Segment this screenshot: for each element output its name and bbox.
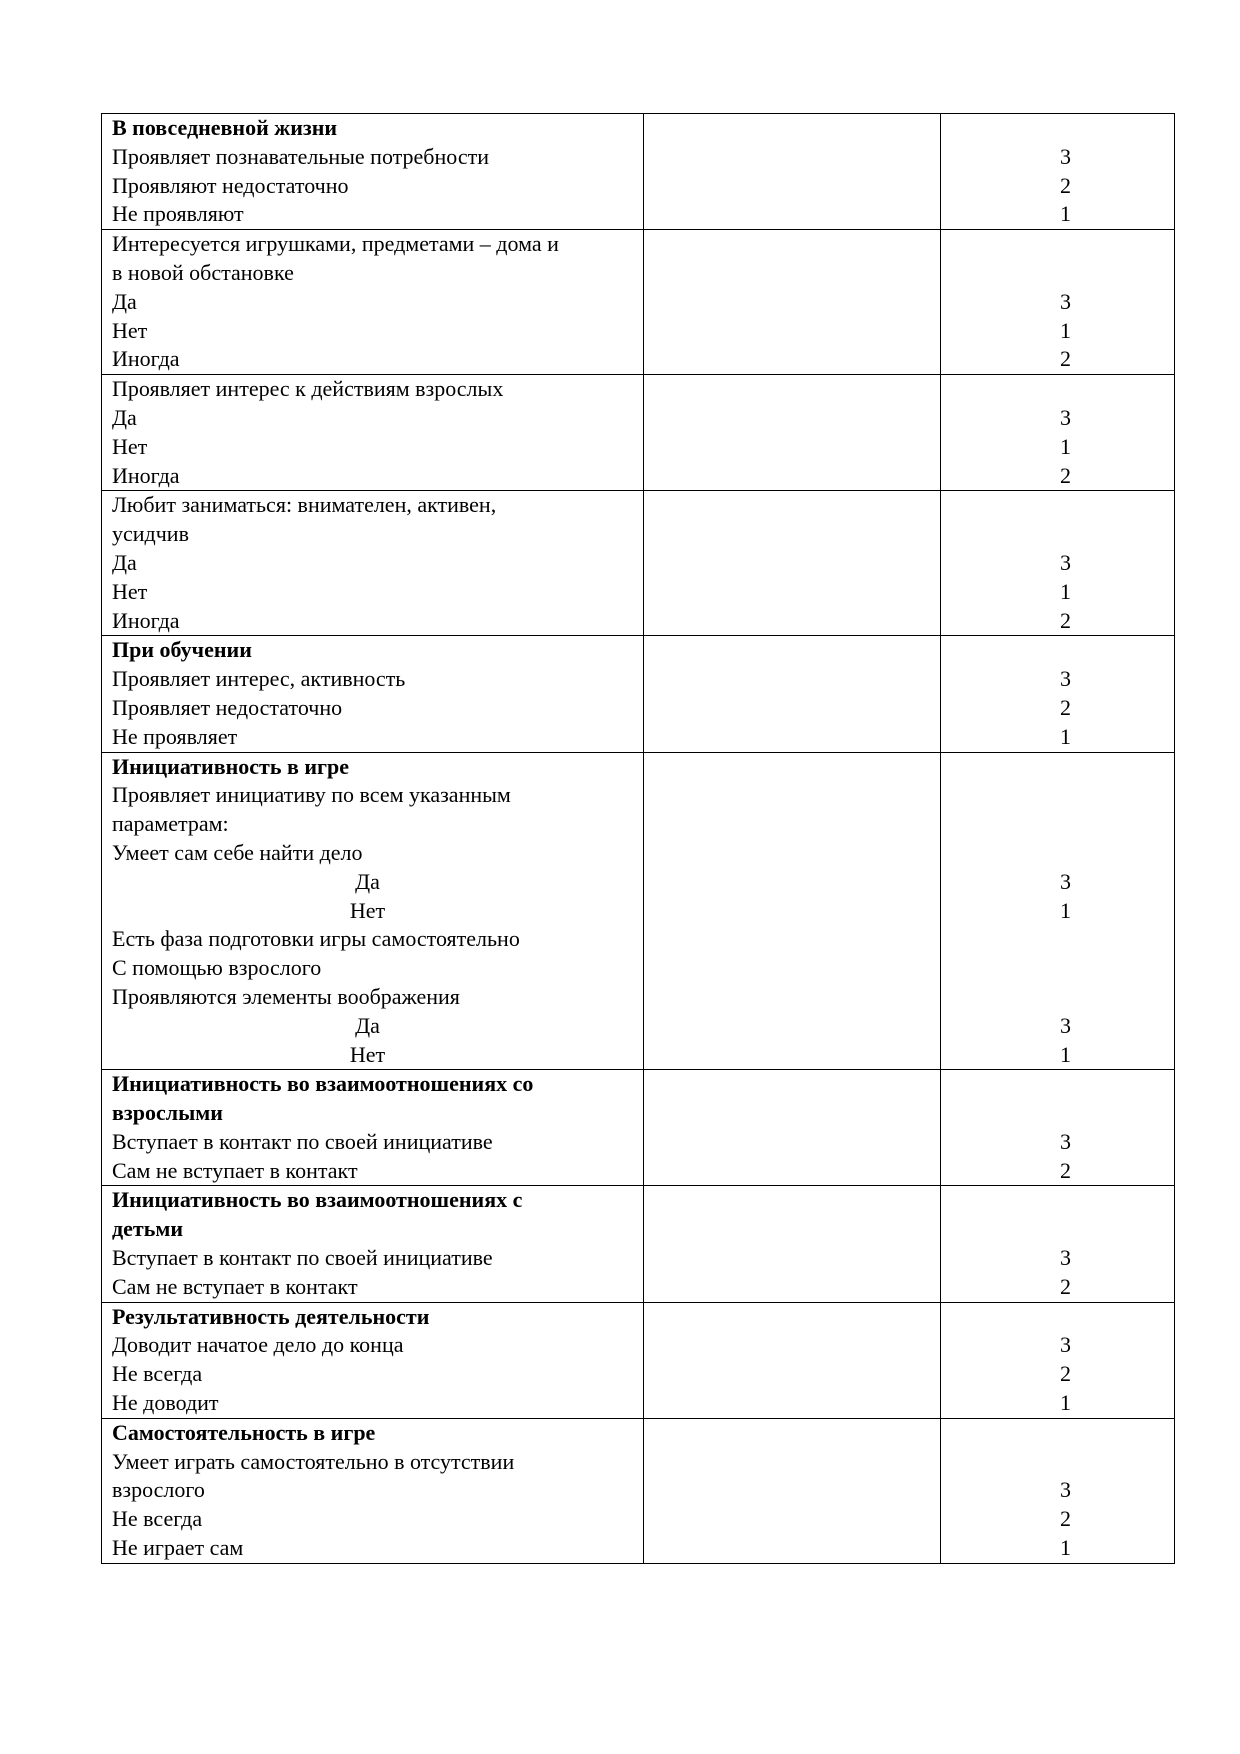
score-value	[941, 1186, 1174, 1215]
section-heading: Инициативность во взаимоотношениях с	[112, 1187, 523, 1213]
criteria-line: Умеет сам себе найти дело	[112, 839, 363, 865]
criteria-line: Нет	[112, 578, 148, 604]
score-value	[941, 810, 1174, 839]
blank-cell	[644, 491, 941, 636]
assessment-table	[101, 113, 1175, 1564]
score-value: 2	[1060, 1157, 1071, 1183]
section-heading: детьми	[112, 1216, 183, 1242]
criteria-line: Доводит начатое дело до конца	[112, 1332, 404, 1358]
table-row	[102, 114, 1175, 230]
criteria-line: взрослого	[112, 1477, 205, 1503]
score-value: 2	[1060, 1361, 1071, 1387]
criteria-line: Не всегда	[112, 1506, 203, 1532]
score-value	[941, 230, 1174, 259]
criteria-cell	[102, 636, 644, 752]
score-value	[941, 1070, 1174, 1099]
table-row	[102, 752, 1175, 1070]
score-value: 3	[1060, 1128, 1071, 1154]
criteria-line: Нет	[112, 433, 148, 459]
score-value: 2	[1060, 607, 1071, 633]
score-value: 3	[1060, 1012, 1071, 1038]
criteria-line: Нет	[112, 317, 148, 343]
criteria-line: Да	[112, 288, 137, 314]
score-value	[941, 636, 1174, 665]
criteria-cell	[102, 230, 644, 375]
table-row	[102, 636, 1175, 752]
section-heading: Инициативность в игре	[112, 753, 350, 779]
score-value: 2	[1060, 694, 1071, 720]
blank-cell	[644, 1186, 941, 1302]
criteria-cell	[102, 752, 644, 1070]
blank-cell	[644, 114, 941, 230]
score-value: 1	[1060, 317, 1071, 343]
blank-cell	[644, 752, 941, 1070]
blank-cell	[644, 636, 941, 752]
score-value	[941, 1215, 1174, 1244]
score-value	[941, 839, 1174, 868]
blank-cell	[644, 1070, 941, 1186]
criteria-line: Проявляются элементы воображения	[112, 983, 460, 1009]
blank-cell	[644, 1418, 941, 1563]
criteria-line: Умеет играть самостоятельно в отсутствии	[112, 1448, 515, 1474]
score-value: 2	[1060, 1273, 1071, 1299]
score-value	[941, 781, 1174, 810]
score-value: 1	[1060, 578, 1071, 604]
score-cell	[941, 230, 1175, 375]
criteria-line: Не всегда	[112, 1361, 203, 1387]
score-cell	[941, 1302, 1175, 1418]
table-row	[102, 230, 1175, 375]
criteria-line: Проявляет интерес, активность	[112, 666, 406, 692]
score-value: 1	[1060, 433, 1071, 459]
criteria-line: Не проявляют	[112, 201, 244, 227]
score-value: 1	[1060, 1535, 1071, 1561]
score-value: 3	[1060, 288, 1071, 314]
score-value	[941, 753, 1174, 782]
section-heading: Инициативность во взаимоотношениях со	[112, 1071, 534, 1097]
criteria-line: Да	[355, 1012, 380, 1038]
criteria-line: Да	[112, 549, 137, 575]
criteria-cell	[102, 1186, 644, 1302]
blank-cell	[644, 230, 941, 375]
score-value: 2	[1060, 462, 1071, 488]
blank-cell	[644, 375, 941, 491]
criteria-line: Есть фаза подготовки игры самостоятельно	[112, 926, 520, 952]
criteria-cell	[102, 1070, 644, 1186]
criteria-line: усидчив	[112, 521, 189, 547]
score-value	[941, 954, 1174, 983]
section-heading: Результативность деятельности	[112, 1303, 430, 1329]
section-heading: взрослыми	[112, 1100, 223, 1126]
score-value: 3	[1060, 1477, 1071, 1503]
score-value	[941, 1448, 1174, 1477]
table-row	[102, 1302, 1175, 1418]
criteria-line: Любит заниматься: внимателен, активен,	[112, 492, 497, 518]
score-value: 1	[1060, 1041, 1071, 1067]
score-value: 1	[1060, 1390, 1071, 1416]
score-cell	[941, 636, 1175, 752]
table-row	[102, 491, 1175, 636]
criteria-line: Интересуется игрушками, предметами – дома и	[112, 231, 559, 257]
score-value	[941, 114, 1174, 143]
section-heading: При обучении	[112, 637, 252, 663]
table-row	[102, 1186, 1175, 1302]
score-cell	[941, 752, 1175, 1070]
score-value	[941, 983, 1174, 1012]
criteria-line: Вступает в контакт по своей инициативе	[112, 1128, 493, 1154]
criteria-cell	[102, 1418, 644, 1563]
score-cell	[941, 114, 1175, 230]
criteria-line: Проявляет недостаточно	[112, 694, 343, 720]
score-value: 3	[1060, 143, 1071, 169]
criteria-line: Иногда	[112, 607, 180, 633]
score-value: 3	[1060, 404, 1071, 430]
criteria-cell	[102, 1302, 644, 1418]
criteria-line: параметрам:	[112, 811, 229, 837]
criteria-cell	[102, 375, 644, 491]
score-value: 3	[1060, 666, 1071, 692]
criteria-line: Нет	[349, 897, 386, 923]
criteria-line: в новой обстановке	[112, 259, 294, 285]
criteria-line: Не проявляет	[112, 723, 238, 749]
criteria-line: Не играет сам	[112, 1535, 244, 1561]
score-cell	[941, 1186, 1175, 1302]
table-row	[102, 1418, 1175, 1563]
criteria-line: Проявляют недостаточно	[112, 172, 349, 198]
criteria-line: Нет	[349, 1041, 386, 1067]
score-value: 1	[1060, 897, 1071, 923]
criteria-line: Иногда	[112, 346, 180, 372]
score-cell	[941, 1418, 1175, 1563]
score-value: 3	[1060, 1245, 1071, 1271]
criteria-line: Вступает в контакт по своей инициативе	[112, 1245, 493, 1271]
score-value	[941, 491, 1174, 520]
score-value	[941, 1303, 1174, 1332]
score-value: 2	[1060, 346, 1071, 372]
criteria-cell	[102, 491, 644, 636]
criteria-line: Иногда	[112, 462, 180, 488]
score-value	[941, 520, 1174, 549]
score-value	[941, 1419, 1174, 1448]
criteria-line: Проявляет инициативу по всем указанным	[112, 782, 511, 808]
criteria-line: Не доводит	[112, 1390, 219, 1416]
table-row	[102, 375, 1175, 491]
score-value: 1	[1060, 201, 1071, 227]
score-value: 2	[1060, 1506, 1071, 1532]
score-value: 3	[1060, 549, 1071, 575]
criteria-cell	[102, 114, 644, 230]
table-row	[102, 1070, 1175, 1186]
score-value: 3	[1060, 868, 1071, 894]
section-heading: Самостоятельность в игре	[112, 1419, 376, 1445]
score-value: 2	[1060, 172, 1071, 198]
criteria-line: Проявляет познавательные потребности	[112, 143, 489, 169]
score-cell	[941, 375, 1175, 491]
criteria-line: Проявляет интерес к действиям взрослых	[112, 376, 504, 402]
criteria-line: Сам не вступает в контакт	[112, 1273, 358, 1299]
score-value: 1	[1060, 723, 1071, 749]
score-value	[941, 375, 1174, 404]
criteria-line: С помощью взрослого	[112, 955, 322, 981]
score-cell	[941, 1070, 1175, 1186]
criteria-line: Сам не вступает в контакт	[112, 1157, 358, 1183]
score-cell	[941, 491, 1175, 636]
criteria-line: Да	[355, 868, 380, 894]
score-value	[941, 259, 1174, 288]
blank-cell	[644, 1302, 941, 1418]
score-value	[941, 925, 1174, 954]
section-heading: В повседневной жизни	[112, 115, 338, 140]
assessment-table-body	[102, 114, 1175, 1564]
criteria-line: Да	[112, 404, 137, 430]
score-value: 3	[1060, 1332, 1071, 1358]
score-value	[941, 1099, 1174, 1128]
